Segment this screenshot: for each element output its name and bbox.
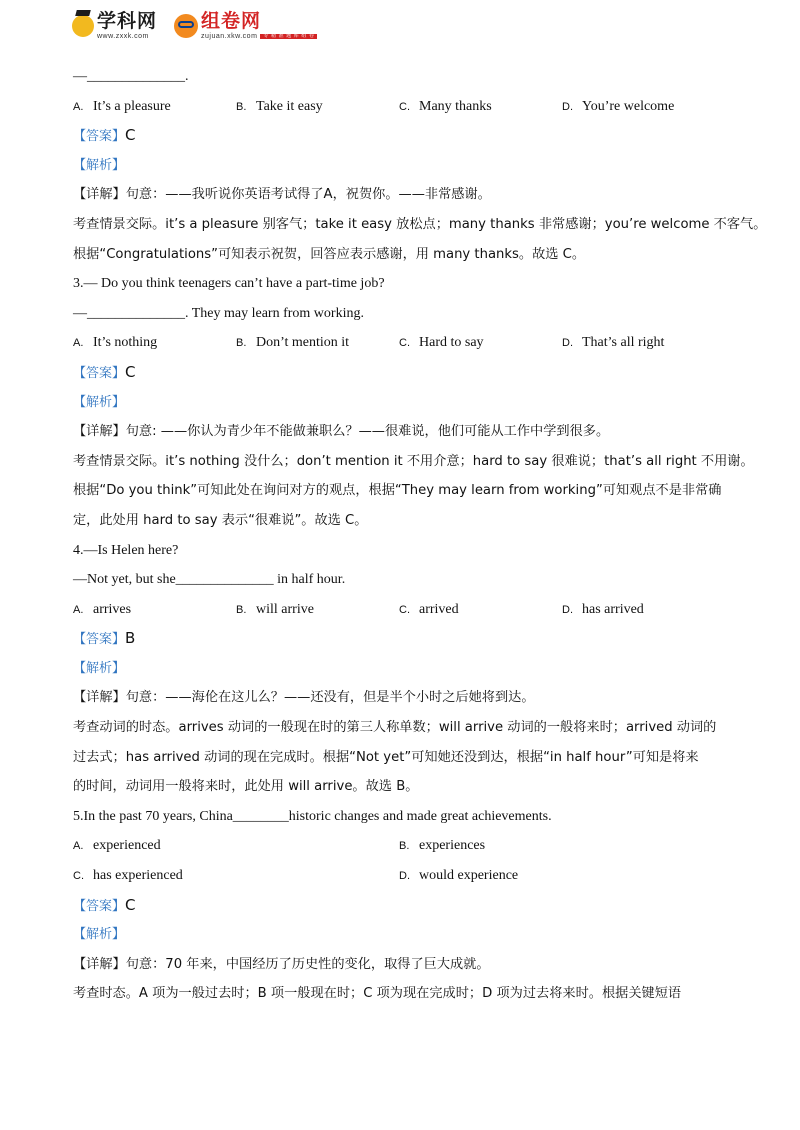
q3-option-d: D. That’s all right <box>562 335 665 351</box>
q4-options <box>73 595 733 625</box>
logo1-url: www.zxxk.com <box>97 33 149 40</box>
q5-stem: 5.In the past 70 years, China________historic changes and made great achievements. <box>73 808 552 824</box>
q3-response-line: —______________. They may learn from working. <box>73 305 364 321</box>
q5-option-b: B. experiences <box>399 838 486 854</box>
q2-response-line: —______________. <box>73 69 189 84</box>
zujuan-logo[interactable] <box>174 12 317 40</box>
q2-answer: 【答案】C <box>73 126 136 145</box>
q4-detail-3: 过去式；has arrived 动词的现在完成时。根据“Not yet”可知她还没到达，根据“in half hour”可知是将来 <box>73 749 699 765</box>
q5-detail-2: 考查时态。A 项为一般过去时；B 项一般现在时；C 项为现在完成时；D 项为过去将来时。根据关键短语 <box>73 986 682 1002</box>
q2-analysis-label: 【解析】 <box>73 157 126 173</box>
q4-detail-4: 的时间，动词用一般将来时，此处用 will arrive。故选 B。 <box>73 779 419 795</box>
logo2-tag: 专 精 准 题 库 组 卷 <box>260 34 317 39</box>
q3-detail-1: 【详解】句意: ——你认为青少年不能做兼职么？——很难说，他们可能从工作中学到很多。 <box>73 424 610 440</box>
q3-options <box>73 328 733 358</box>
q2-detail-1: 【详解】句意：——我听说你英语考试得了A，祝贺你。——非常感谢。 <box>73 187 491 203</box>
q4-option-c: C. arrived <box>399 601 459 617</box>
q4-detail-2: 考查动词的时态。arrives 动词的一般现在时的第三人称单数；will arrive 动词的一般将来时；arrived 动词的 <box>73 720 717 736</box>
logo1-name: 学科网 <box>97 10 158 32</box>
q4-response-line: —Not yet, but she______________ in half hour. <box>73 572 346 588</box>
q2-option-a: A. It’s a pleasure <box>73 98 171 114</box>
logo2-url: zujuan.xkw.com <box>201 33 258 40</box>
q5-option-d: D. would experience <box>399 868 519 884</box>
mascot-icon <box>174 14 198 38</box>
q3-option-a: A. It’s nothing <box>73 335 158 351</box>
q5-option-a: A. experienced <box>73 838 161 854</box>
q5-analysis-label: 【解析】 <box>73 927 126 943</box>
q2-options <box>73 92 733 122</box>
q4-stem: 4.—Is Helen here? <box>73 542 179 558</box>
q3-answer: 【答案】C <box>73 362 136 381</box>
graduate-cap-icon <box>72 15 94 37</box>
q2-detail-2: 考查情景交际。it’s a pleasure 别客气；take it easy 放松点；many thanks 非常感谢；you’re welcome 不客气。 <box>73 216 767 232</box>
q5-detail-1: 【详解】句意：70 年来，中国经历了历史性的变化，取得了巨大成就。 <box>73 956 490 972</box>
logo2-name: 组卷网 <box>201 10 262 32</box>
q5-option-c: C. has experienced <box>73 868 183 884</box>
q3-option-b: B. Don’t mention it <box>236 335 350 351</box>
q2-detail-3: 根据“Congratulations”可知表示祝贺，回答应表示感谢，用 many thanks。故选 C。 <box>73 246 586 262</box>
q3-stem: 3.— Do you think teenagers can’t have a part-time job? <box>73 276 385 292</box>
zxxk-logo[interactable] <box>72 12 157 40</box>
q4-analysis-label: 【解析】 <box>73 660 126 676</box>
q2-option-d: D. You’re welcome <box>562 98 675 114</box>
q3-detail-3: 根据“Do you think”可知此处在询问对方的观点，根据“They may learn from working”可知观点不是非常确 <box>73 483 722 499</box>
q3-detail-4: 定，此处用 hard to say 表示“很难说”。故选 C。 <box>73 512 368 528</box>
q3-analysis-label: 【解析】 <box>73 394 126 410</box>
q2-option-c: C. Many thanks <box>399 98 492 114</box>
q4-detail-1: 【详解】句意：——海伦在这儿么？——还没有，但是半个小时之后她将到达。 <box>73 690 535 706</box>
q5-answer: 【答案】C <box>73 895 136 914</box>
q5-options-row-1 <box>73 831 733 861</box>
q3-detail-2: 考查情景交际。it’s nothing 没什么；don’t mention it 不用介意；hard to say 很难说；that’s all right 不用谢。 <box>73 453 754 469</box>
document-body <box>73 62 767 1009</box>
q4-option-d: D. has arrived <box>562 601 644 617</box>
q4-answer: 【答案】B <box>73 629 136 648</box>
page-header <box>72 12 472 48</box>
q2-option-b: B. Take it easy <box>236 98 323 114</box>
q4-option-b: B. will arrive <box>236 601 314 617</box>
q3-option-c: C. Hard to say <box>399 335 484 351</box>
q5-options-row-2 <box>73 861 733 891</box>
q4-option-a: A. arrives <box>73 601 132 617</box>
